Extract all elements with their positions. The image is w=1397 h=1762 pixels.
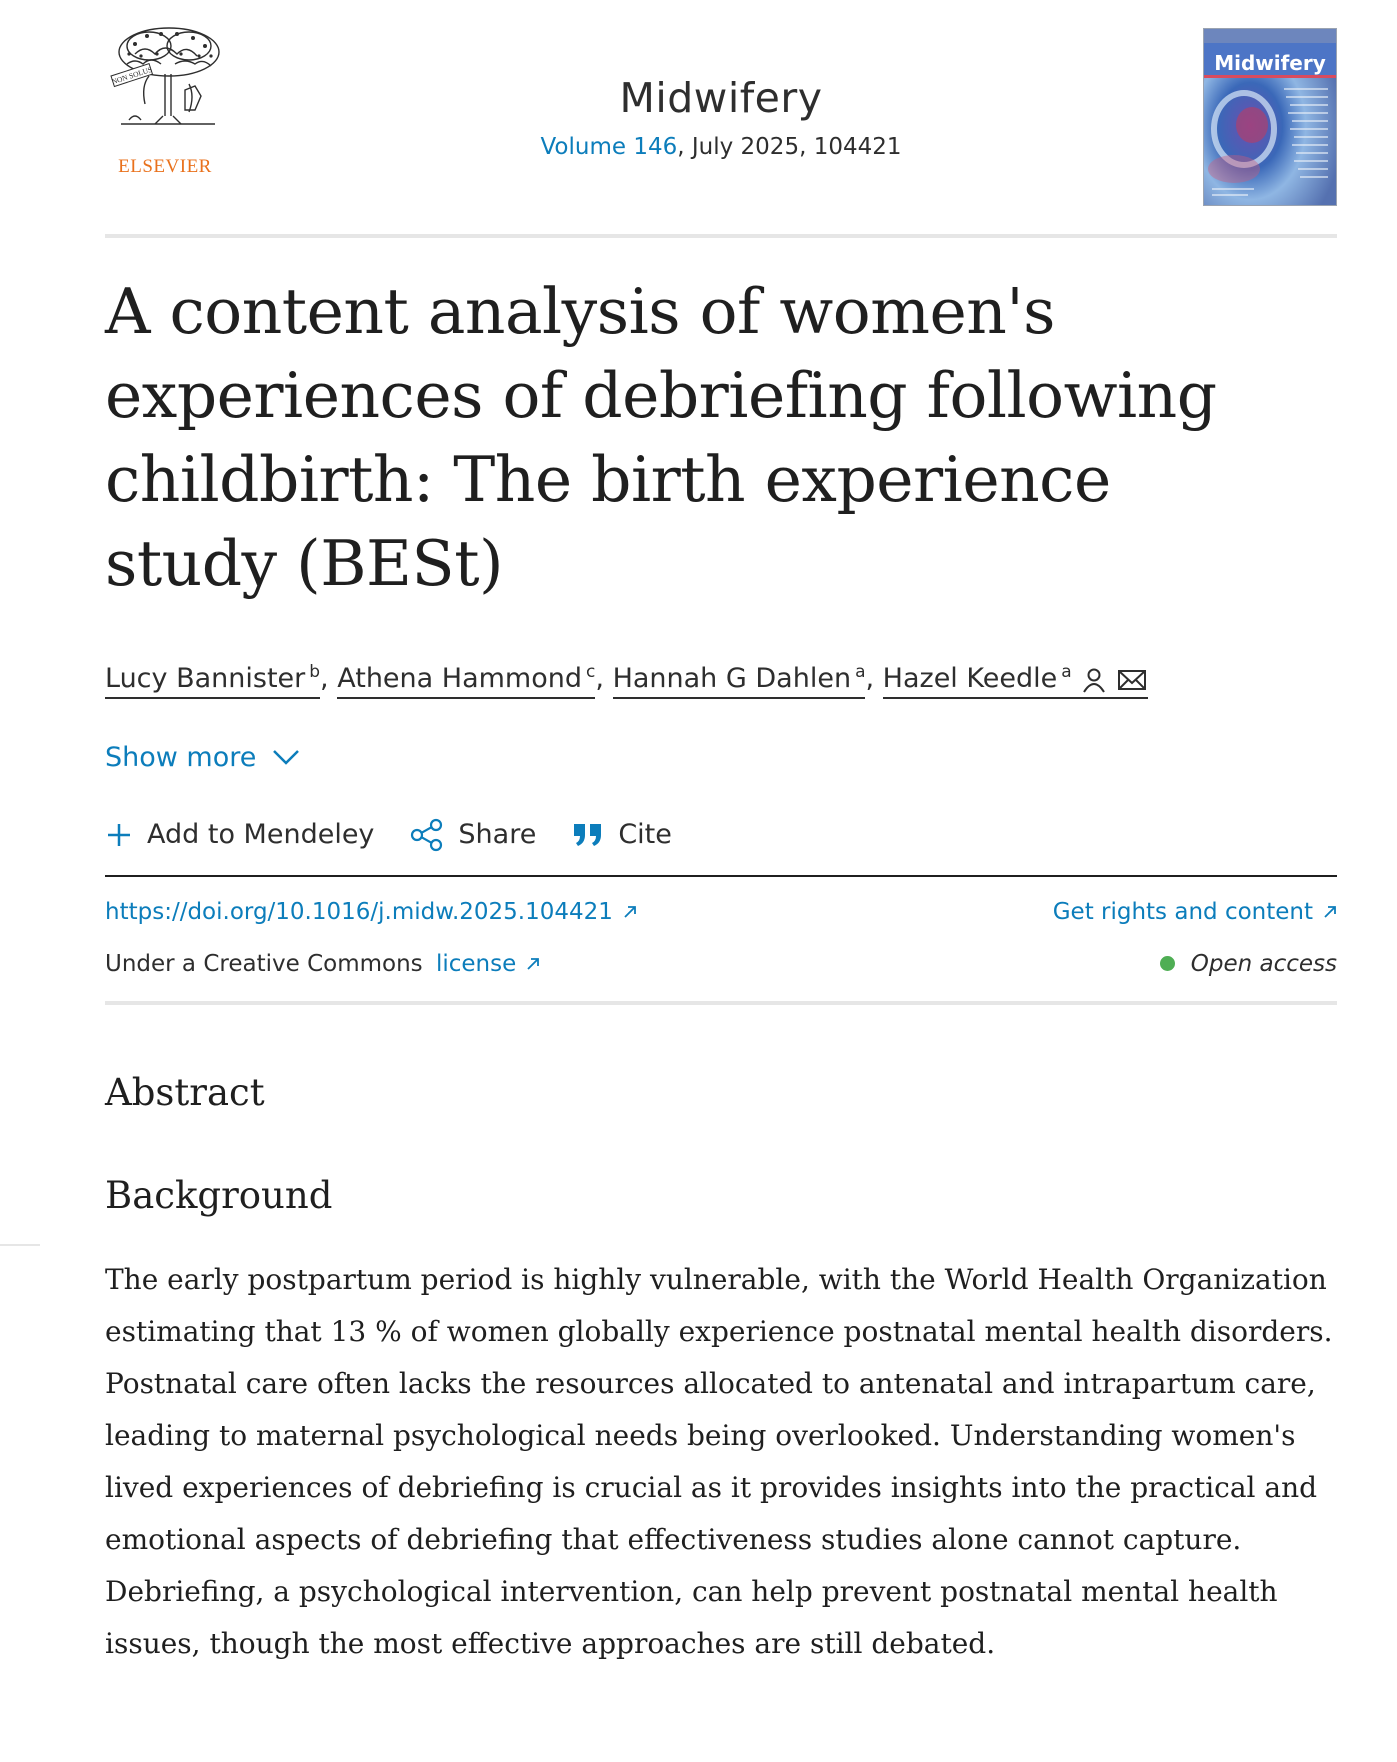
actions-divider [105, 875, 1337, 877]
author-name: Hannah G Dahlen [612, 663, 852, 694]
doi-text: https://doi.org/10.1016/j.midw.2025.104421 [105, 898, 613, 925]
journal-info [105, 74, 1337, 160]
doi-link[interactable] [105, 899, 637, 925]
license-info [105, 951, 540, 977]
envelope-icon [1116, 666, 1148, 694]
journal-issue-meta [105, 134, 1337, 160]
cite-label: Cite [618, 819, 672, 850]
author-contact-icons [1080, 660, 1148, 700]
license-link-text: license [435, 950, 517, 977]
license-row [105, 951, 1337, 977]
license-link[interactable] [436, 951, 540, 977]
author-separator: , [865, 663, 875, 694]
author-separator: , [595, 663, 604, 694]
background-paragraph: The early postpartum period is highly vulnerable, with the World Health Organization estimating that 13 % of women globally experience postnatal mental health disorders. Postnatal care often lacks the resources allocated to antenatal and intrapartum care, leading to maternal psychological needs being overlooked. Understanding women's lived experiences of debriefing is crucial as it provides insights into the practical and emotional aspects of debriefing that effectiveness studies alone cannot capture. Debriefing, a psychological intervention, can help prevent postnatal mental health issues, though the most effective approaches are still debated. [105, 1262, 1333, 1660]
quote-icon [572, 821, 604, 849]
show-more-label: Show more [105, 741, 257, 773]
elsevier-wordmark: ELSEVIER [118, 156, 212, 177]
open-access-badge [1160, 951, 1337, 977]
author-list [105, 652, 1337, 700]
author-link-3[interactable] [613, 663, 866, 699]
author-name: Athena Hammond [337, 663, 583, 694]
add-to-mendeley-button[interactable] [105, 819, 374, 850]
share-icon [410, 818, 444, 852]
external-link-arrow-icon [526, 957, 540, 971]
header-divider [105, 234, 1337, 238]
author-affiliation: c [586, 662, 596, 682]
author-link-2[interactable] [337, 663, 595, 699]
get-rights-text: Get rights and content [1052, 898, 1313, 925]
mendeley-label: Add to Mendeley [147, 819, 375, 850]
svg-text:NON SOLUS: NON SOLUS [110, 64, 154, 87]
author-link-1[interactable] [105, 663, 320, 699]
show-more-button[interactable] [105, 742, 300, 773]
author-link-4[interactable] [883, 663, 1148, 699]
journal-title[interactable]: Midwifery [619, 74, 823, 122]
article-page [105, 0, 1337, 1698]
article-actions [105, 813, 1337, 857]
cite-button[interactable] [572, 819, 672, 850]
author-affiliation: b [309, 662, 321, 682]
license-prefix: Under a Creative Commons [105, 950, 423, 977]
issue-info: , July 2025, 104421 [677, 134, 902, 160]
chevron-down-icon [272, 748, 300, 766]
plus-icon [105, 821, 133, 849]
journal-cover-thumbnail[interactable] [1203, 28, 1337, 206]
article-header [105, 0, 1337, 238]
author-name: Lucy Bannister [105, 663, 306, 694]
author-separator: , [320, 663, 329, 694]
volume-link[interactable]: Volume 146 [540, 134, 678, 160]
open-access-dot-icon [1160, 956, 1175, 971]
abstract-heading: Abstract [105, 1070, 265, 1114]
cover-title: Midwifery [1214, 51, 1326, 75]
get-rights-link[interactable] [1053, 899, 1337, 925]
author-name: Hazel Keedle [882, 663, 1058, 694]
article-title: A content analysis of women's experiences of debriefing following childbirth: The birth experience study (BESt) [105, 275, 1217, 600]
author-affiliation: a [1061, 662, 1072, 682]
meta-divider [105, 1001, 1337, 1005]
author-affiliation: a [855, 662, 866, 682]
share-button[interactable] [410, 818, 536, 852]
open-access-label: Open access [1190, 950, 1337, 977]
share-label: Share [458, 819, 537, 850]
doi-row [105, 899, 1337, 925]
external-link-arrow-icon [1323, 905, 1337, 919]
user-icon [1080, 666, 1108, 694]
background-heading: Background [105, 1173, 333, 1217]
left-edge-divider [0, 1244, 40, 1246]
external-link-arrow-icon [623, 905, 637, 919]
